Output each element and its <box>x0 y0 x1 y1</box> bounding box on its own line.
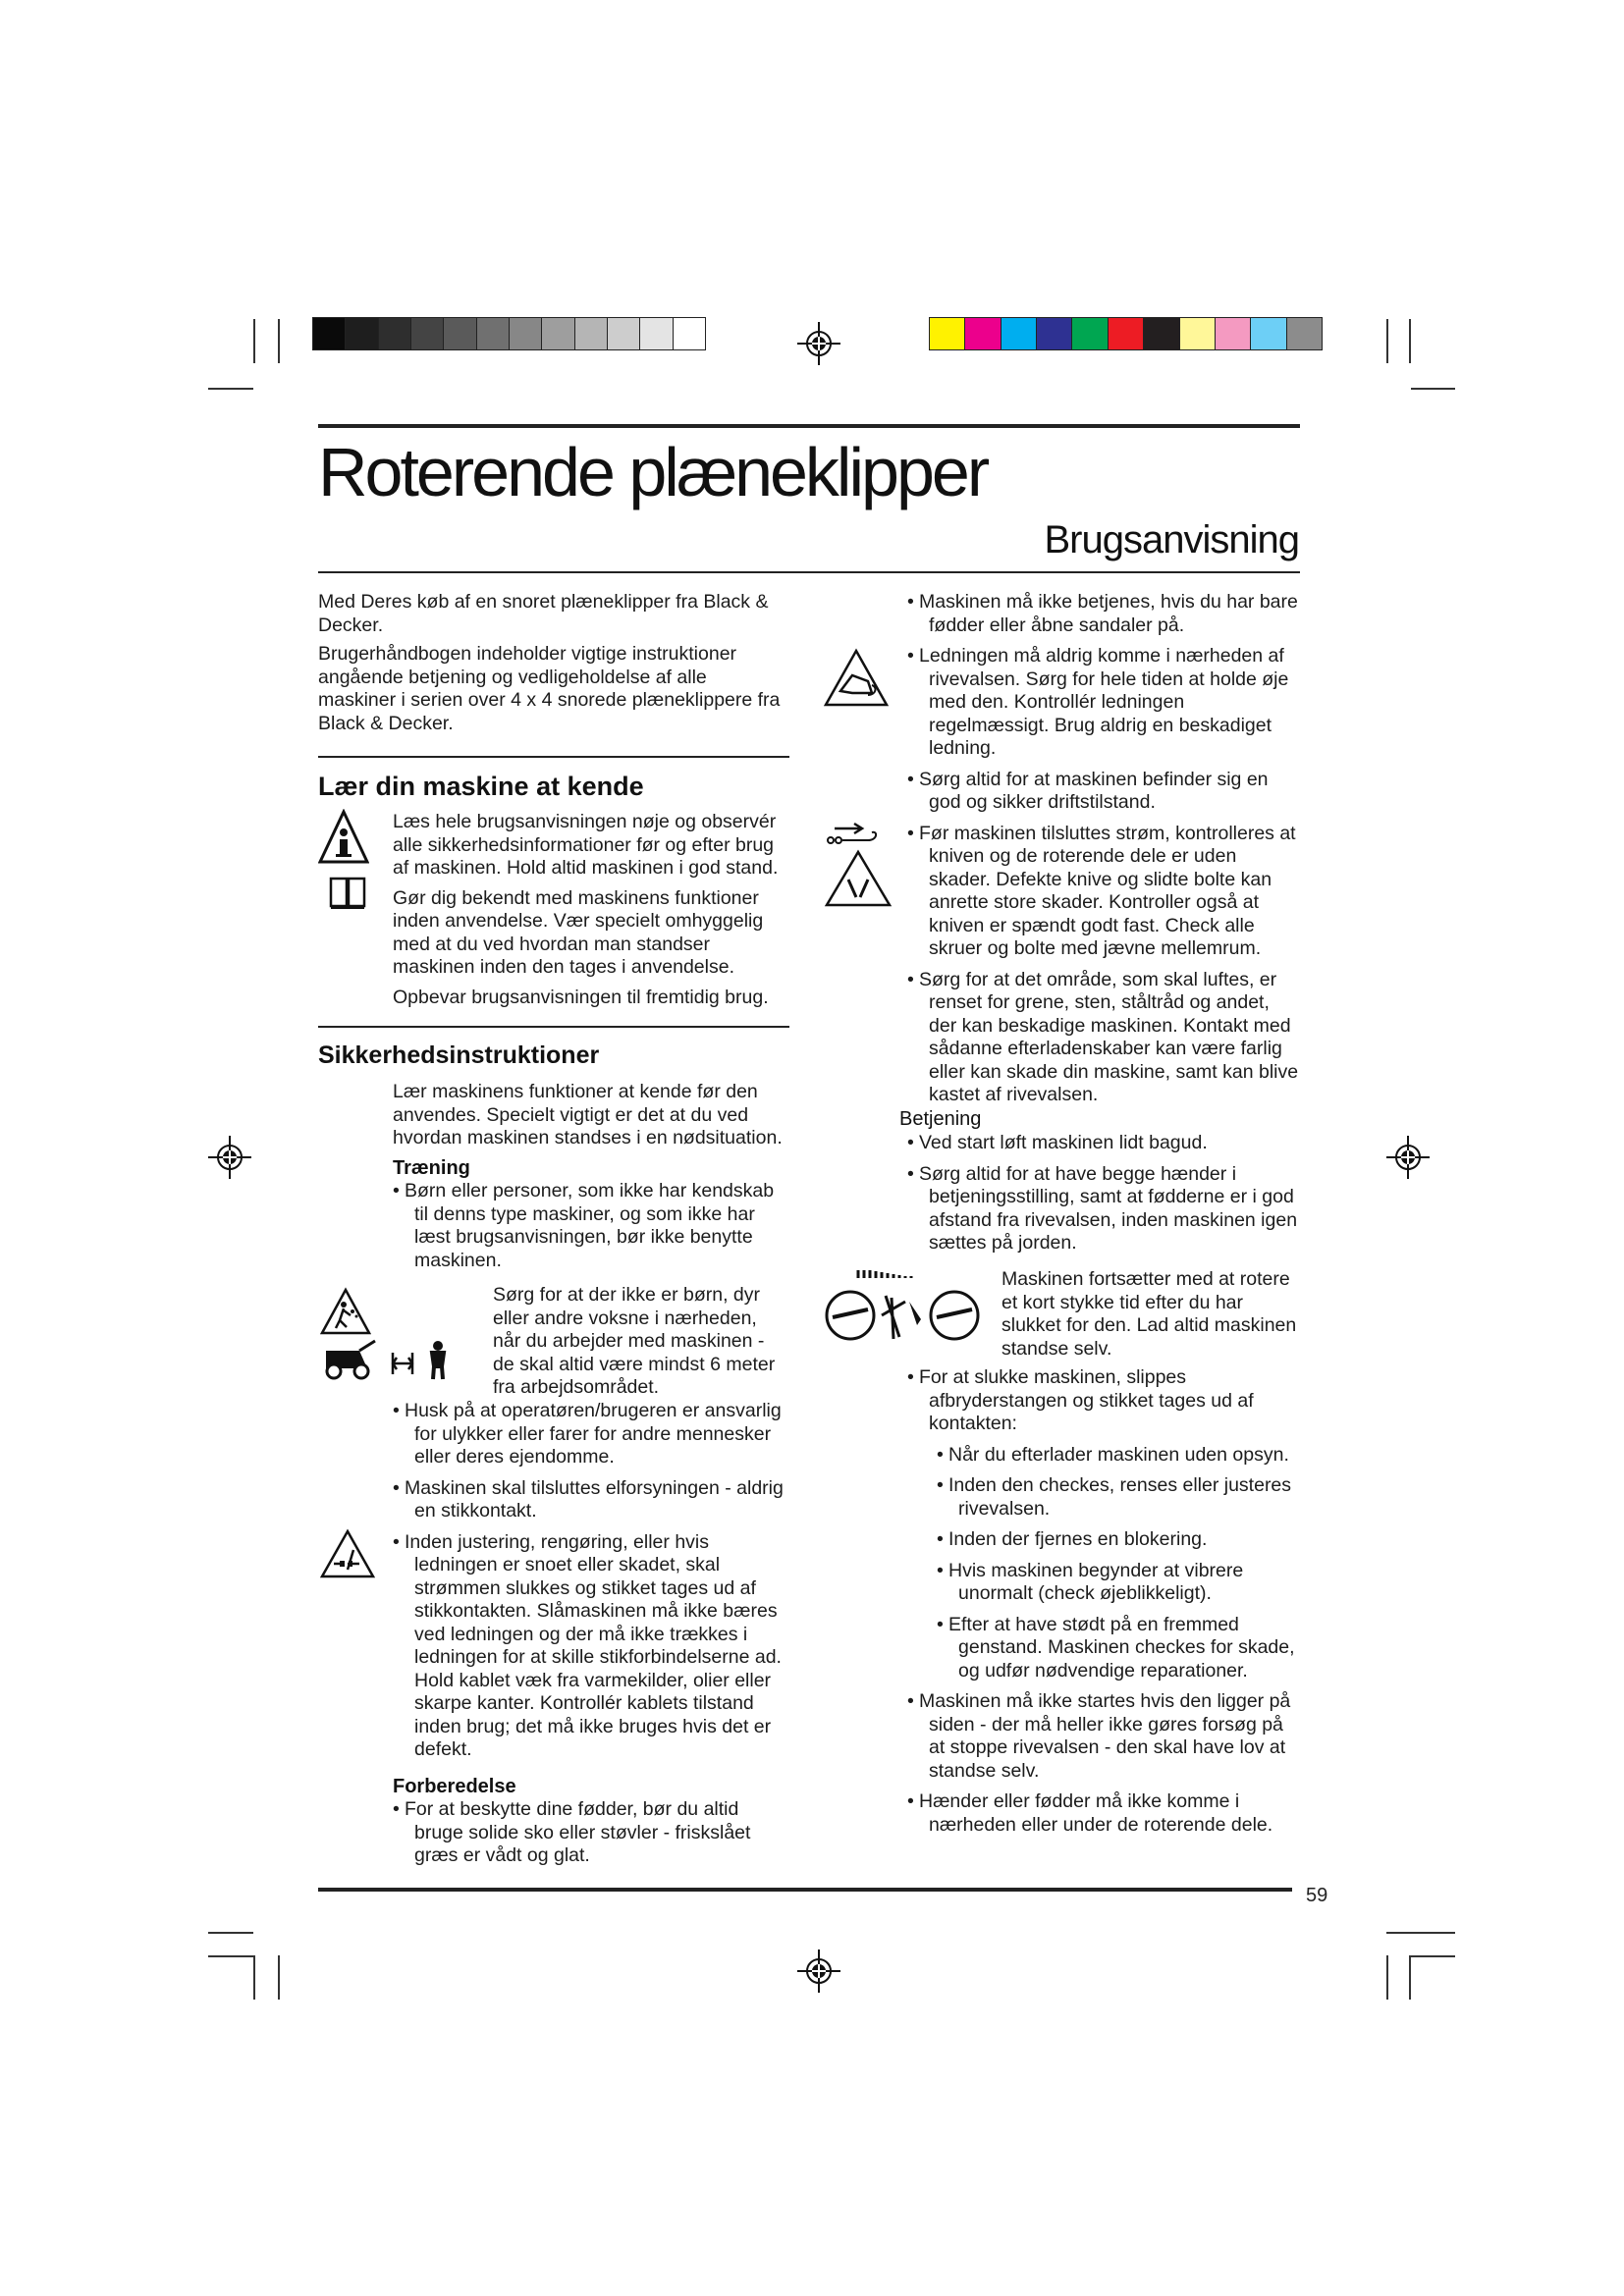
prep-list <box>383 1798 785 1876</box>
sub-bullet-item: • Inden den checkes, renses eller justeres rivevalsen. <box>927 1474 1300 1521</box>
subheading-training: Træning <box>393 1157 470 1179</box>
sub-bullet-item: • Inden der fjernes en blokering. <box>927 1528 1300 1552</box>
color-swatch <box>1036 317 1072 350</box>
page-number: 59 <box>1306 1885 1328 1906</box>
registration-mark-icon <box>1386 1136 1430 1179</box>
bullet-item: • Inden justering, rengøring, eller hvis ledningen er snoet eller skadet, skal strømmen slukkes og stikket tages ud af stikkontakten. Slåmaskinen må ikke bæres ved ledningen og der må ikke trækkes i ledningen for at skille stikforbindelserne ad. Hold kablet væk fra varmekilder, olier eller skarpe kanter. Kontrollér kablets tilstand inden brug; det må ikke bruges hvis det er defekt. <box>383 1531 785 1762</box>
sub-bullet-item: • Hvis maskinen begynder at vibrere unormalt (check øjeblikkeligt). <box>927 1560 1300 1606</box>
color-swatch <box>443 317 476 350</box>
bullet-item: • For at beskytte dine fødder, bør du altid bruge solide sko eller støvler - friskslået græs er vådt og glat. <box>383 1798 785 1868</box>
sub-bullet-item: • Når du efterlader maskinen uden opsyn. <box>927 1444 1300 1468</box>
know-paragraph: Gør dig bekendt med maskinens funktioner inden anvendelse. Vær specielt omhyggelig med at du ved hvordan man standser maskinen inden den tages i anvendelse. <box>393 886 764 978</box>
color-swatch <box>345 317 378 350</box>
bullet-item: • Sørg for at det område, som skal luftes, er renset for grene, sten, ståltråd og andet, der kan beskadige maskinen. Kontakt med sådanne efterladenskaber kan være farlig eller kan skade din maskine, samt kan blive kastet af rivevalsen. <box>897 969 1300 1107</box>
bullet-item: • Sørg altid for at maskinen befinder sig en god og sikker driftstilstand. <box>897 769 1300 815</box>
intro-paragraph: Brugerhåndbogen indeholder vigtige instruktioner angående betjening og vedligeholdelse af alle maskiner i serien over 4 x 4 snorede plæneklippere fra Black & Decker. <box>318 643 781 734</box>
bullet-item: • Maskinen må ikke startes hvis den ligger på siden - der må heller ikke gøres forsøg på at stoppe rivevalsen - den skal have lov at standse selv. <box>897 1690 1300 1783</box>
color-swatch <box>1286 317 1323 350</box>
intro <box>318 591 789 735</box>
color-swatch <box>410 317 444 350</box>
bullet-item: • Husk på at operatøren/brugeren er ansvarlig for ulykker eller farer for andre mennesker eller deres ejendomme. <box>383 1400 785 1469</box>
color-swatch <box>574 317 608 350</box>
registration-mark-icon <box>797 322 840 365</box>
header-rule <box>318 571 1300 573</box>
rotate-text: Maskinen fortsætter med at rotere et kort stykke tid efter du har slukket for den. Lad altid maskinen standse selv. <box>1001 1268 1297 1360</box>
color-swatch <box>607 317 640 350</box>
section-heading-safety: Sikkerhedsinstruktioner <box>318 1041 600 1069</box>
color-swatch <box>1001 317 1037 350</box>
footer-rule <box>318 1888 1292 1892</box>
color-swatch <box>639 317 673 350</box>
subheading-operation: Betjening <box>899 1108 982 1130</box>
page-subtitle: Brugsanvisning <box>1044 518 1299 561</box>
training-list <box>383 1180 785 1280</box>
bullet-item: • Ledningen må aldrig komme i nærheden af rivevalsen. Sørg for hele tiden at holde øje med den. Kontrollér ledningen regelmæssigt. Brug aldrig en beskadiget ledning. <box>897 645 1300 761</box>
intro-paragraph: Med Deres køb af en snoret plæneklipper fra Black & Decker. <box>318 591 769 636</box>
bullet-item: • Sørg altid for at have begge hænder i betjeningsstilling, samt at fødderne er i god afstand fra rivevalsen, inden maskinen igen sættes på jorden. <box>897 1163 1300 1255</box>
color-swatch <box>929 317 965 350</box>
color-swatch <box>673 317 706 350</box>
bullet-item: • For at slukke maskinen, slippes afbryderstangen og stikket tages ud af kontakten: <box>897 1366 1300 1436</box>
top-rule <box>318 424 1300 428</box>
color-swatch <box>1143 317 1179 350</box>
bullet-item: • Hænder eller fødder må ikke komme i nærheden eller under de roterende dele. <box>897 1790 1300 1837</box>
section-rule <box>318 756 789 758</box>
color-swatch <box>476 317 510 350</box>
section-rule <box>318 1026 789 1028</box>
registration-mark-icon <box>797 1949 840 1993</box>
know-text <box>393 811 785 1009</box>
rotating-blade-warning-icon <box>823 1266 984 1347</box>
bullet-item: • Før maskinen tilsluttes strøm, kontrolleres at kniven og de roterende dele er uden skader. Defekte knive og slidte bolte kan anrette store skader. Kontroller også at kniven er spændt godt fast. Check alle skruer og bolte med jævne mellemrum. <box>897 823 1300 961</box>
page-title: Roterende plæneklipper <box>318 434 988 510</box>
unplug-warning-icon <box>320 1528 375 1579</box>
know-paragraph: Læs hele brugsanvisningen nøje og observér alle sikkerhedsinformationer før og efter brug af maskinen. Hold altid maskinen i god stand. <box>393 811 779 879</box>
operation-list <box>897 1132 1300 1263</box>
color-swatch <box>964 317 1001 350</box>
info-warning-icon <box>318 809 369 866</box>
color-swatch <box>312 317 346 350</box>
color-swatch <box>1071 317 1108 350</box>
bullet-item: • Maskinen skal tilsluttes elforsyningen - aldrig en stikkontakt. <box>383 1477 785 1523</box>
color-swatch <box>541 317 574 350</box>
know-paragraph: Opbevar brugsanvisningen til fremtidig brug. <box>393 986 769 1008</box>
color-swatch <box>378 317 411 350</box>
manual-book-icon <box>328 874 367 911</box>
registration-mark-icon <box>208 1136 251 1179</box>
right-list-top <box>897 591 1300 1115</box>
color-swatch <box>1250 317 1286 350</box>
cord-warning-icon <box>823 648 890 709</box>
color-swatch <box>1108 317 1144 350</box>
debris-warning-icon <box>320 1287 371 1336</box>
color-swatch <box>1215 317 1251 350</box>
safety-intro: Lær maskinens funktioner at kende før den anvendes. Specielt vigtigt er det at du ved hvordan maskinen standses i en nødsituation. <box>393 1081 783 1148</box>
safety-list <box>383 1400 785 1770</box>
bullet-item: • Maskinen må ikke betjenes, hvis du har bare fødder eller åbne sandaler på. <box>897 591 1300 637</box>
bullet-item: • Ved start løft maskinen lidt bagud. <box>897 1132 1300 1155</box>
section-heading-know: Lær din maskine at kende <box>318 772 644 801</box>
sub-list <box>897 1444 1300 1683</box>
stop-list <box>897 1366 1300 1844</box>
color-swatch <box>1179 317 1216 350</box>
mower-distance-icon <box>320 1339 467 1380</box>
subheading-preparation: Forberedelse <box>393 1776 516 1797</box>
color-swatch <box>509 317 542 350</box>
blade-check-warning-icon <box>823 821 893 909</box>
bullet-item: • Børn eller personer, som ikke har kendskab til denns type maskiner, og som ikke har læst brugsanvisningen, bør ikke benytte maskinen. <box>383 1180 785 1272</box>
sub-bullet-item: • Efter at have stødt på en fremmed genstand. Maskinen checkes for skade, og udfør nødvendige reparationer. <box>927 1614 1300 1683</box>
distance-text: Sørg for at der ikke er børn, dyr eller andre voksne i nærheden, når du arbejder med maskinen - de skal altid være mindst 6 meter fra arbejdsområdet. <box>493 1284 776 1398</box>
